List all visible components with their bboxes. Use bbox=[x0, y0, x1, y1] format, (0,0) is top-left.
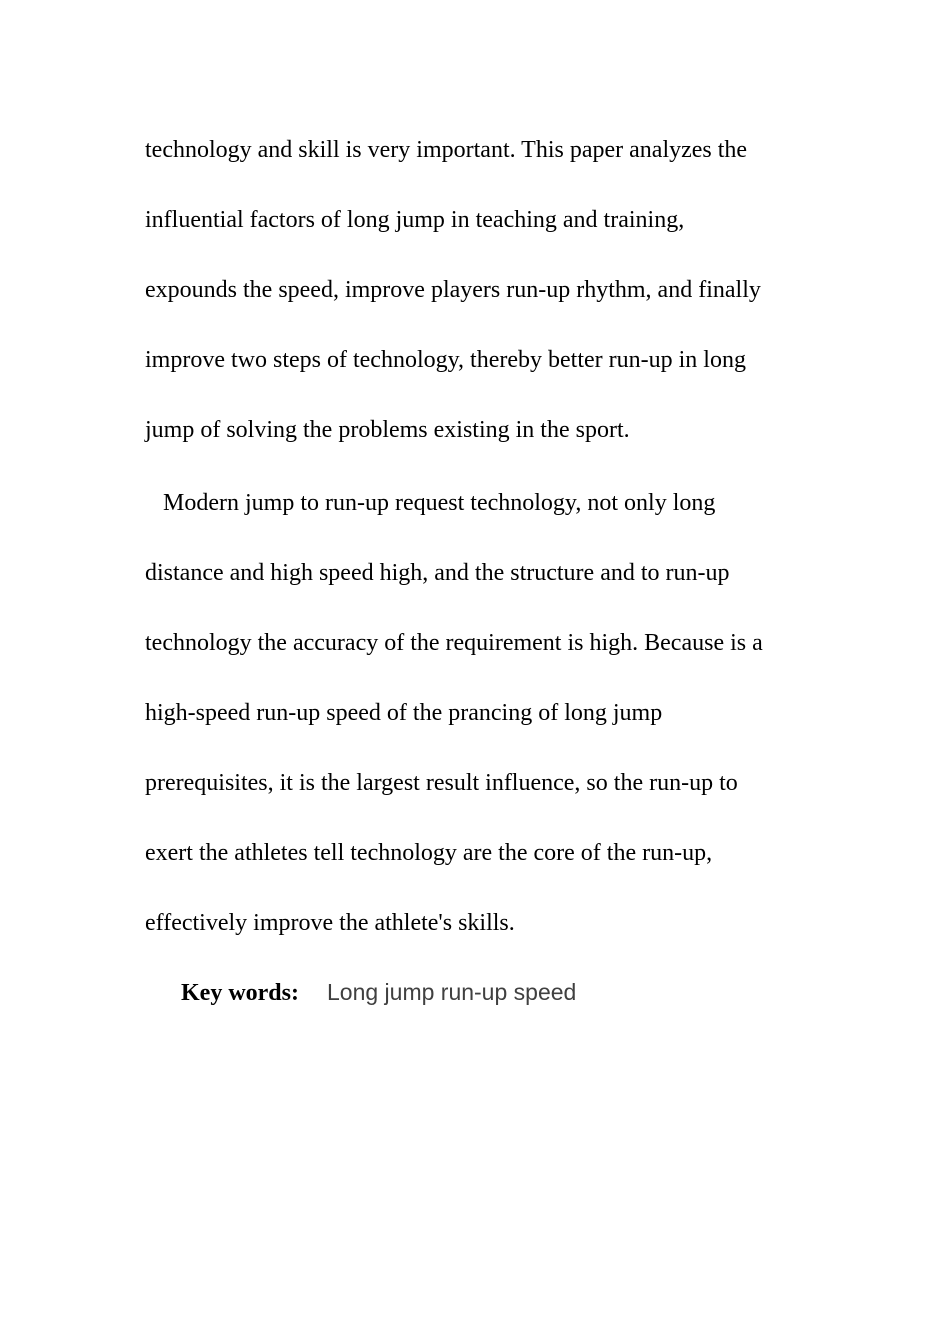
keywords-label: Key words: bbox=[181, 980, 299, 1006]
text-line: technology and skill is very important. This paper analyzes the bbox=[145, 137, 748, 163]
text-line: distance and high speed high, and the structure and to run-up bbox=[145, 560, 730, 586]
text-line: technology the accuracy of the requirement is high. Because is a bbox=[145, 630, 763, 656]
paragraph-2 bbox=[145, 468, 810, 958]
keywords-line bbox=[181, 972, 576, 1012]
keywords-value: Long jump run-up speed bbox=[326, 979, 577, 1005]
text-line: prerequisites, it is the largest result influence, so the run-up to bbox=[145, 770, 738, 796]
abstract-body bbox=[145, 115, 810, 958]
text-line: improve two steps of technology, thereby better run-up in long bbox=[145, 347, 746, 373]
text-line: influential factors of long jump in teaching and training, bbox=[145, 207, 685, 233]
text-line: Modern jump to run-up request technology, not only long bbox=[145, 490, 716, 516]
text-line: expounds the speed, improve players run-up rhythm, and finally bbox=[145, 277, 761, 303]
text-line: jump of solving the problems existing in the sport. bbox=[145, 417, 630, 443]
paragraph-1 bbox=[145, 115, 810, 465]
text-line: exert the athletes tell technology are the core of the run-up, bbox=[145, 840, 713, 866]
text-line: effectively improve the athlete's skills. bbox=[145, 910, 515, 936]
text-line: high-speed run-up speed of the prancing of long jump bbox=[145, 700, 663, 726]
